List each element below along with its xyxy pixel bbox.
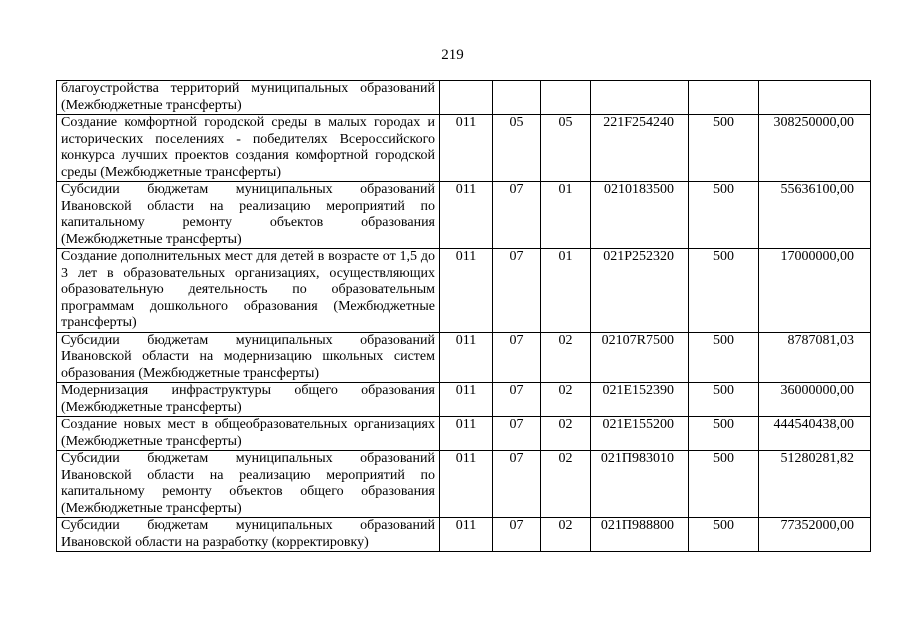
section-cell: 07: [493, 332, 541, 383]
subsection-cell: 02: [541, 383, 591, 417]
expense-type-cell: [689, 81, 759, 115]
table-row: [57, 249, 871, 333]
admin-code-cell: 011: [440, 115, 493, 182]
section-cell: 05: [493, 115, 541, 182]
admin-code-cell: 011: [440, 332, 493, 383]
section-cell: 07: [493, 417, 541, 451]
admin-code-cell: 011: [440, 383, 493, 417]
amount-cell: 17000000,00: [759, 249, 871, 333]
expense-type-cell: 500: [689, 417, 759, 451]
subsection-cell: 02: [541, 417, 591, 451]
section-cell: 07: [493, 182, 541, 249]
description-cell: Субсидии бюджетам муниципальных образований Ивановской области на разработку (корректировку): [57, 518, 440, 552]
subsection-cell: 05: [541, 115, 591, 182]
table-row: [57, 332, 871, 383]
target-article-cell: 0210183500: [591, 182, 689, 249]
expense-type-cell: 500: [689, 332, 759, 383]
expense-type-cell: 500: [689, 518, 759, 552]
amount-cell: 55636100,00: [759, 182, 871, 249]
subsection-cell: 02: [541, 451, 591, 518]
page-number: 219: [441, 47, 464, 63]
admin-code-cell: 011: [440, 451, 493, 518]
expense-type-cell: 500: [689, 249, 759, 333]
section-cell: [493, 81, 541, 115]
amount-cell: 77352000,00: [759, 518, 871, 552]
target-article-cell: 021E152390: [591, 383, 689, 417]
section-cell: 07: [493, 383, 541, 417]
admin-code-cell: [440, 81, 493, 115]
table-row: [57, 417, 871, 451]
admin-code-cell: 011: [440, 182, 493, 249]
admin-code-cell: 011: [440, 417, 493, 451]
subsection-cell: 02: [541, 518, 591, 552]
subsection-cell: 01: [541, 182, 591, 249]
subsection-cell: 01: [541, 249, 591, 333]
subsection-cell: 02: [541, 332, 591, 383]
amount-cell: 444540438,00: [759, 417, 871, 451]
table-row: [57, 81, 871, 115]
expense-type-cell: 500: [689, 451, 759, 518]
budget-table: [56, 80, 871, 552]
description-cell: Создание комфортной городской среды в малых городах и исторических поселениях - победителях Всероссийского конкурса лучших проектов создания комфортной городской среды (Межбюджетные трансферты): [57, 115, 440, 182]
description-cell: благоустройства территорий муниципальных образований (Межбюджетные трансферты): [57, 81, 440, 115]
amount-cell: [759, 81, 871, 115]
description-cell: Модернизация инфраструктуры общего образования (Межбюджетные трансферты): [57, 383, 440, 417]
target-article-cell: [591, 81, 689, 115]
amount-cell: 8787081,03: [759, 332, 871, 383]
section-cell: 07: [493, 451, 541, 518]
admin-code-cell: 011: [440, 249, 493, 333]
section-cell: 07: [493, 249, 541, 333]
admin-code-cell: 011: [440, 518, 493, 552]
table-row: [57, 451, 871, 518]
description-cell: Субсидии бюджетам муниципальных образований Ивановской области на реализацию мероприятий по капитальному ремонту объектов образования (Межбюджетные трансферты): [57, 182, 440, 249]
amount-cell: 36000000,00: [759, 383, 871, 417]
amount-cell: 51280281,82: [759, 451, 871, 518]
description-cell: Создание дополнительных мест для детей в возрасте от 1,5 до 3 лет в образовательных организациях, осуществляющих образовательную деятельность по образовательным программам дошкольного образования (Межбюджетные трансферты): [57, 249, 440, 333]
description-cell: Субсидии бюджетам муниципальных образований Ивановской области на реализацию мероприятий по капитальному ремонту объектов общего образования (Межбюджетные трансферты): [57, 451, 440, 518]
amount-cell: 308250000,00: [759, 115, 871, 182]
subsection-cell: [541, 81, 591, 115]
target-article-cell: 221F254240: [591, 115, 689, 182]
description-cell: Создание новых мест в общеобразовательных организациях (Межбюджетные трансферты): [57, 417, 440, 451]
table-row: [57, 182, 871, 249]
target-article-cell: 021П983010: [591, 451, 689, 518]
section-cell: 07: [493, 518, 541, 552]
target-article-cell: 021P252320: [591, 249, 689, 333]
expense-type-cell: 500: [689, 383, 759, 417]
target-article-cell: 021П988800: [591, 518, 689, 552]
table-body: [57, 81, 871, 552]
target-article-cell: 02107R7500: [591, 332, 689, 383]
target-article-cell: 021E155200: [591, 417, 689, 451]
description-cell: Субсидии бюджетам муниципальных образований Ивановской области на модернизацию школьных систем образования (Межбюджетные трансферты): [57, 332, 440, 383]
expense-type-cell: 500: [689, 115, 759, 182]
table-row: [57, 518, 871, 552]
expense-type-cell: 500: [689, 182, 759, 249]
table-row: [57, 383, 871, 417]
table-row: [57, 115, 871, 182]
